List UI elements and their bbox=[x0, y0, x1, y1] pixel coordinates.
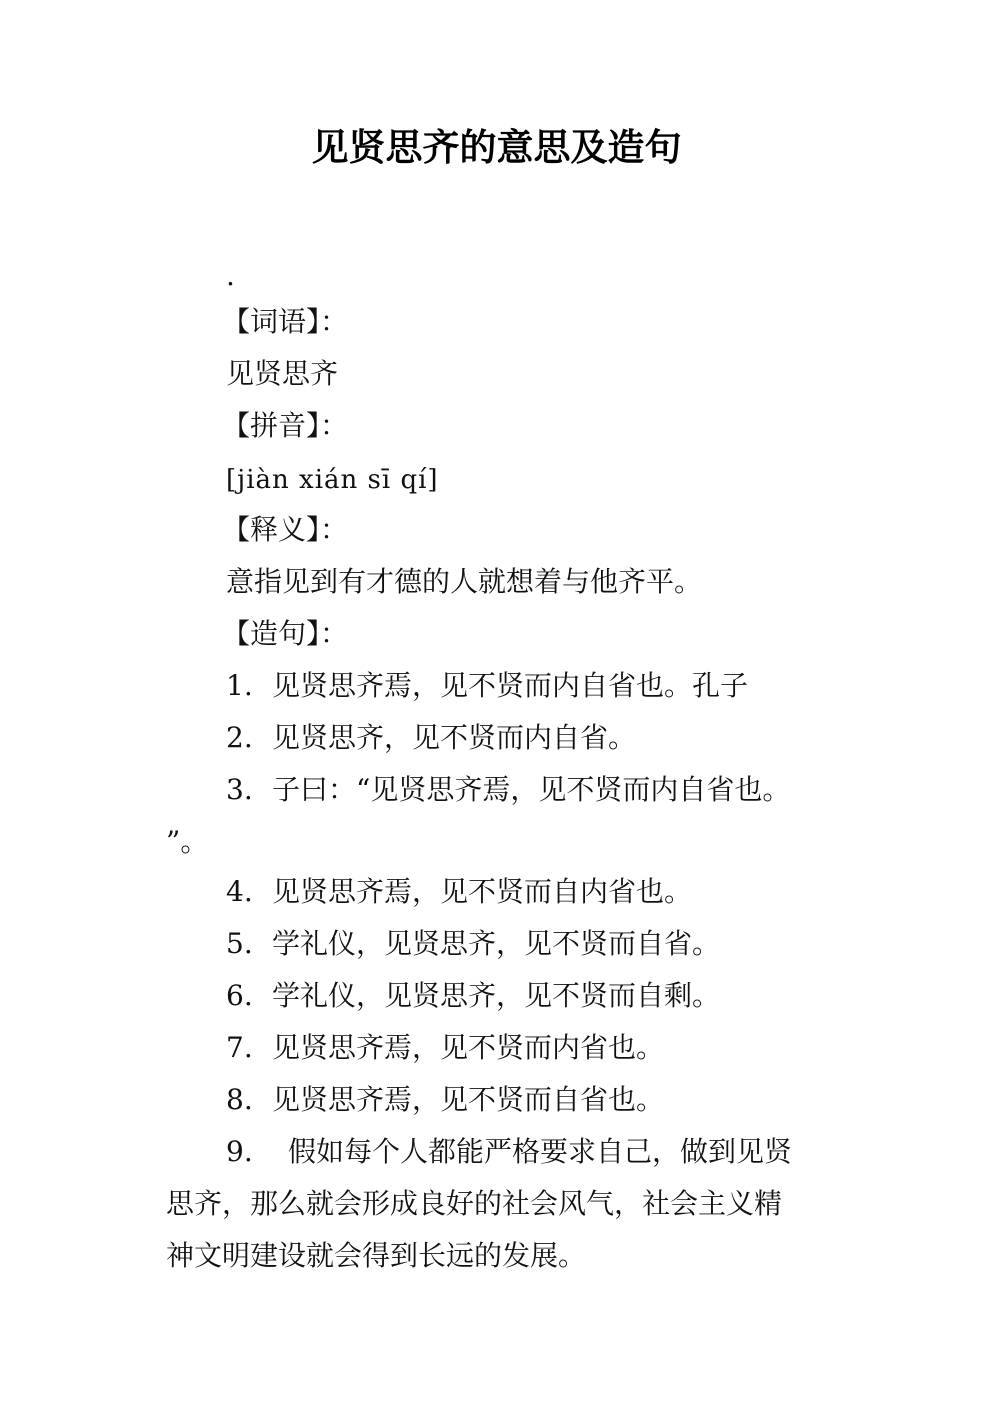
example-number: 2. bbox=[226, 721, 253, 754]
example-number: 8. bbox=[226, 1083, 253, 1116]
word-text: 见贤思齐 bbox=[226, 357, 339, 390]
example-item bbox=[226, 1132, 792, 1172]
example-text: 见贤思齐焉，见不贤而内自省也。孔子 bbox=[272, 669, 749, 702]
example-item bbox=[226, 924, 720, 964]
example-number: 5. bbox=[226, 927, 253, 960]
example-text: 子曰：“见贤思齐焉，见不贤而内自省也。 bbox=[272, 773, 791, 806]
example-number: 3. bbox=[226, 773, 253, 806]
example-item bbox=[226, 1028, 664, 1068]
example-text: 学礼仪，见贤思齐，见不贤而自省。 bbox=[272, 927, 721, 960]
meaning-label: 【释义】： bbox=[222, 513, 349, 546]
example-item bbox=[226, 666, 748, 706]
word-label: 【词语】： bbox=[222, 305, 349, 338]
example-number: 7. bbox=[226, 1031, 253, 1064]
document-title: 见贤思齐的意思及造句 bbox=[311, 126, 682, 169]
example-number: 4. bbox=[226, 875, 253, 908]
example-item bbox=[226, 872, 692, 912]
example-continuation: ”。 bbox=[166, 825, 209, 858]
example-text: 见贤思齐焉，见不贤而自省也。 bbox=[272, 1083, 665, 1116]
example-text: 假如每个人都能严格要求自己，做到见贤 bbox=[288, 1135, 793, 1168]
examples-label: 【造句】： bbox=[222, 617, 349, 650]
example-item bbox=[226, 718, 636, 758]
example-text: 学礼仪，见贤思齐，见不贤而自剩。 bbox=[272, 979, 721, 1012]
example-number: 1. bbox=[226, 669, 253, 702]
example-item bbox=[226, 1080, 664, 1120]
example-text: 见贤思齐，见不贤而内自省。 bbox=[272, 721, 637, 754]
pinyin-text: [jiàn xián sī qí] bbox=[226, 465, 439, 495]
example-text: 见贤思齐焉，见不贤而自内省也。 bbox=[272, 875, 693, 908]
example-continuation: 神文明建设就会得到长远的发展。 bbox=[166, 1239, 587, 1272]
example-item bbox=[226, 976, 720, 1016]
example-item bbox=[226, 770, 790, 810]
pinyin-label: 【拼音】： bbox=[222, 409, 349, 442]
meaning-text: 意指见到有才德的人就想着与他齐平。 bbox=[226, 565, 703, 598]
example-continuation: 思齐，那么就会形成良好的社会风气，社会主义精 bbox=[166, 1187, 783, 1220]
example-number: 9. bbox=[226, 1135, 253, 1168]
stray-dot: . bbox=[226, 259, 235, 292]
example-number: 6. bbox=[226, 979, 253, 1012]
example-text: 见贤思齐焉，见不贤而内省也。 bbox=[272, 1031, 665, 1064]
